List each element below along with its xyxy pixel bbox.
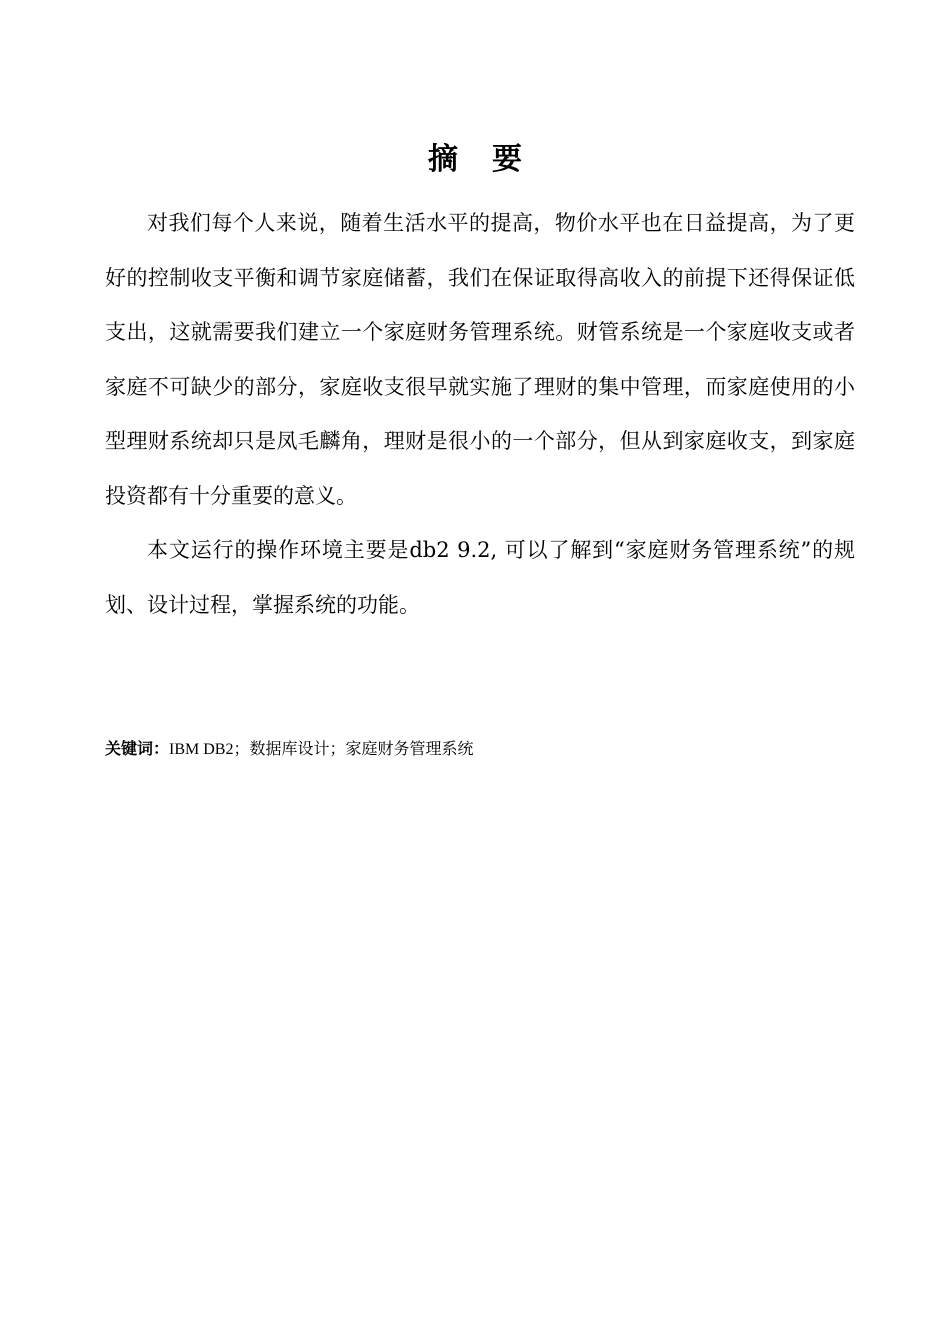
keywords-value: IBM DB2；数据库设计；家庭财务管理系统 [169, 741, 474, 758]
abstract-body [105, 196, 855, 632]
abstract-paragraph-1: 对我们每个人来说，随着生活水平的提高，物价水平也在日益提高，为了更好的控制收支平衡和调节家庭储蓄，我们在保证取得高收入的前提下还得保证低支出，这就需要我们建立一个家庭财务管理系统。财管系统是一个家庭收支或者家庭不可缺少的部分，家庭收支很早就实施了理财的集中管理，而家庭使用的小型理财系统却只是凤毛麟角，理财是很小的一个部分，但从到家庭收支，到家庭投资都有十分重要的意义。 [105, 211, 855, 508]
abstract-title: 摘要 [428, 142, 556, 177]
keywords-label: 关键词： [105, 739, 170, 758]
keywords-line [105, 736, 855, 763]
abstract-paragraph-2: 本文运行的操作环境主要是db2 9.2, 可以了解到“家庭财务管理系统”的规划、设计过程，掌握系统的功能。 [105, 538, 855, 617]
